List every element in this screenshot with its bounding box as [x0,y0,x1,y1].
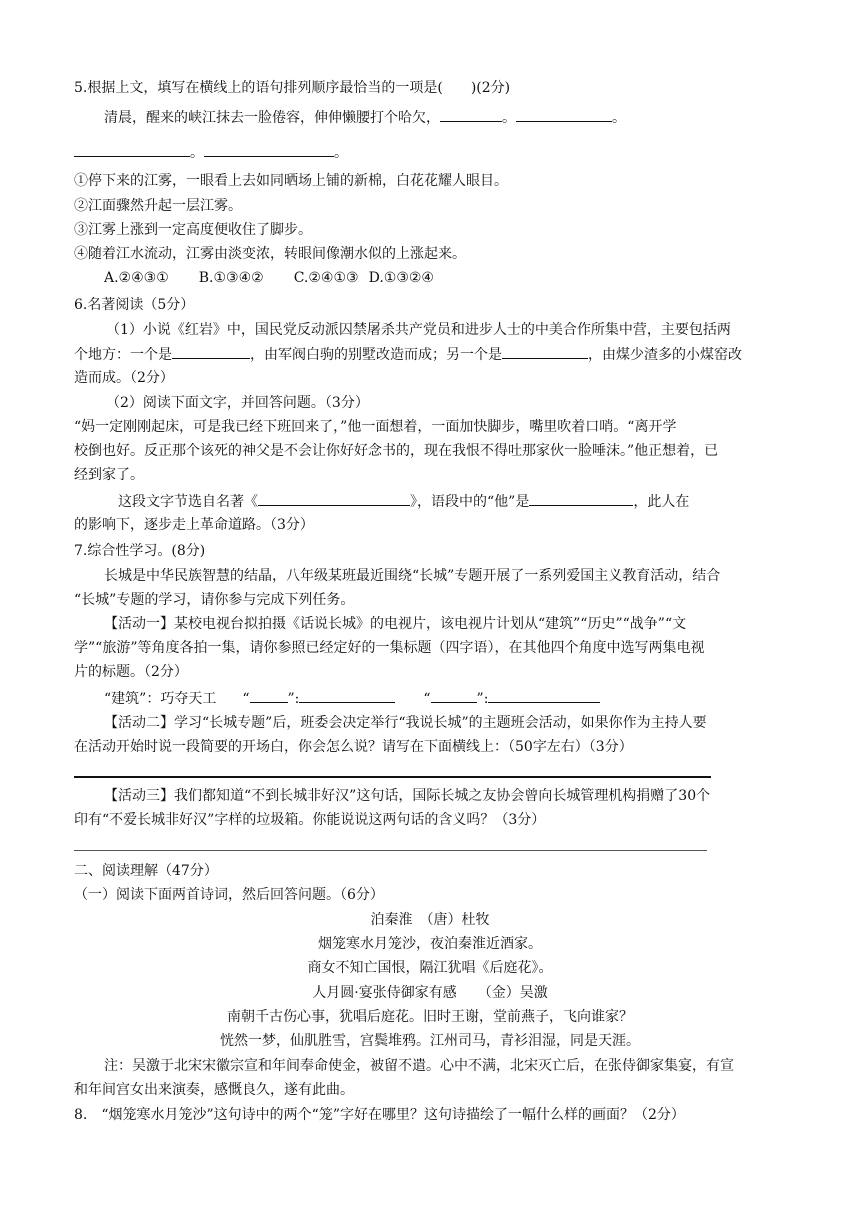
q6-p1a: （1）小说《红岩》中，国民党反动派囚禁屠杀共产党员和进步人士的中美合作所集中营，主要包括两 [106,322,731,338]
q5-choices [104,268,434,288]
q8-question: 8. “烟笼寒水月笼沙”这句诗中的两个“笼”字好在哪里？这句诗描绘了一幅什么样的画面？（2分） [74,1107,685,1123]
q6-quote-1: “妈一定刚刚起床，可是我已经下班回来了，”他一面想着，一面加快脚步，嘴里吹着口哨。“离开学 [74,419,677,435]
q7-title: 7.综合性学习。(8分) [74,543,206,559]
q5-blank-4[interactable] [204,142,334,157]
q6-ans-2: 》，语段中的“他”是 [410,494,530,510]
q6-ans-1: 这段文字节选自名著《 [118,494,258,510]
q5-blank-3[interactable] [74,142,190,157]
q7-quote-open: “ [242,691,250,707]
q7-answer-rule-2[interactable] [74,850,707,851]
q6-p1b-1: 个地方：一个是 [74,347,172,363]
q5-lead: 清晨，醒来的峡江抹去一脸倦容，伸伸懒腰打个哈欠， [104,110,440,126]
q7-activity1-b: 学”“旅游”等角度各拍一集，请你参照已经定好的一集标题（四字语），在其他四个角度中选写两集电视 [74,640,705,656]
q7-activity2-a: 【活动二】学习“长城专题”后，班委会决定举行“我说长城”的主题班会活动，如果你作为主持人要 [104,715,707,731]
poem-note-2: 和年间宫女出来演奏，感慨良久，遂有此曲。 [74,1082,354,1098]
q7-activity3-a: 【活动三】我们都知道“不到长城非好汉”这句话，国际长城之友协会曾向长城管理机构捐赠了30个 [104,788,711,804]
q6-p1b-3: ，由煤少渣多的小煤窑改 [588,347,742,363]
q7-activity3-b: 印有“不爱长城非好汉”字样的垃圾箱。你能说说这两句话的含义吗？（3分） [74,812,546,828]
q6-quote-2: 校倒也好。反正那个该死的神父是不会让你好好念书的，现在我恨不得吐那家伙一脸唾沫。”他正想着，已 [74,443,719,459]
q6-ans-2-line: 的影响下，逐步走上革命道路。（3分） [74,517,314,533]
q5-option-1: ①停下来的江雾，一眼看上去如同晒场上铺的新棉，白花花耀人眼目。 [74,173,508,189]
q6-blank-4[interactable] [529,491,633,506]
choice-a[interactable]: A.②④③① [104,270,169,286]
q5-lead-line [104,107,626,128]
poem2-line-2: 恍然一梦，仙肌胜雪，宫鬓堆鸦。江州司马，青衫泪湿，同是天涯。 [220,1033,640,1049]
q7-title-blank-1[interactable] [250,688,288,703]
q7-quote-open: “ [423,691,431,707]
q6-p2: （2）阅读下面文字，并回答问题。（3分） [106,395,369,411]
part2-title: 二、阅读理解（47分） [74,863,218,879]
q6-quote-3: 经到家了。 [74,467,144,483]
q6-blank-3[interactable] [258,491,410,506]
part2-sub1: （一）阅读下面两首诗词，然后回答问题。（6分） [74,887,384,903]
poem2-title: 人月圆·宴张侍御家有感 （金）吴激 [312,985,548,1001]
q7-activity1-a: 【活动一】某校电视台拟拍摄《话说长城》的电视片，该电视片计划从“建筑”“历史”“战争”“文 [104,616,687,632]
q7-activity2-b: 在活动开始时说一段简要的开场白，你会怎么说？请写在下面横线上：（50字左右）（3分） [74,739,633,755]
poem-note-1: 注：吴激于北宋宋徽宗宣和年间奉命使金，被留不遣。心中不满，北宋灭亡后，在张侍御家集宴，有宣 [104,1058,734,1074]
q5-title: 5.根据上文，填写在横线上的语句排列顺序最恰当的一项是( )(2分) [74,80,511,96]
q7-quote-close: ”: [287,691,300,707]
poem1-line-2: 商女不知亡国恨，隔江犹唱《后庭花》。 [307,960,553,976]
q6-p1b [74,344,742,365]
q5-option-3: ③江雾上涨到一定高度便收住了脚步。 [74,222,312,238]
q5-option-2: ②江面骤然升起一层江雾。 [74,198,242,214]
q5-blank-2[interactable] [516,107,612,122]
q5-dot: 。 [334,145,348,161]
poem1-title: 泊秦淮 （唐）杜牧 [370,912,490,928]
q5-dot: 。 [612,110,626,126]
choice-b[interactable]: B.①③④② [198,270,264,286]
q5-dot: 。 [190,145,204,161]
q6-blank-1[interactable] [172,344,250,359]
choice-d[interactable]: D.①③②④ [368,270,434,286]
q6-answer-line [118,491,689,512]
q7-episode-blank-2[interactable] [488,688,600,703]
poem1-line-1: 烟笼寒水月笼沙，夜泊秦淮近酒家。 [318,936,542,952]
q7-answer-rule[interactable] [74,776,711,778]
q7-intro-2: “长城”专题的学习，请你参与完成下列任务。 [74,592,355,608]
choice-c[interactable]: C.②④①③ [293,270,359,286]
q7-example-line [104,688,600,709]
q6-p1c: 造而成。（2分） [74,370,174,386]
q6-ans-3: ，此人在 [633,494,690,510]
poem2-line-1: 南朝千古伤心事，犹唱后庭花。旧时王谢，堂前燕子，飞向谁家？ [227,1009,633,1025]
q6-title: 6.名著阅读（5分） [74,297,195,313]
q7-intro-1: 长城是中华民族智慧的结晶，八年级某班最近围绕“长城”专题开展了一系列爱国主义教育活动，结合 [104,568,721,584]
q5-blank-1[interactable] [440,107,502,122]
q7-episode-blank-1[interactable] [299,688,395,703]
q5-dot: 。 [502,110,516,126]
q5-option-4: ④随着江水流动，江雾由淡变浓，转眼间像潮水似的上涨起来。 [74,246,466,262]
q7-title-blank-2[interactable] [431,688,477,703]
q7-activity1-c: 片的标题。（2分） [74,664,188,680]
q6-p1b-2: ，由军阀白驹的别墅改造而成；另一个是 [250,347,502,363]
q7-quote-close: ”: [476,691,489,707]
q6-blank-2[interactable] [502,344,588,359]
q5-blank-line [74,142,348,163]
q7-example-label: “建筑”：巧夺天工 [104,691,217,707]
